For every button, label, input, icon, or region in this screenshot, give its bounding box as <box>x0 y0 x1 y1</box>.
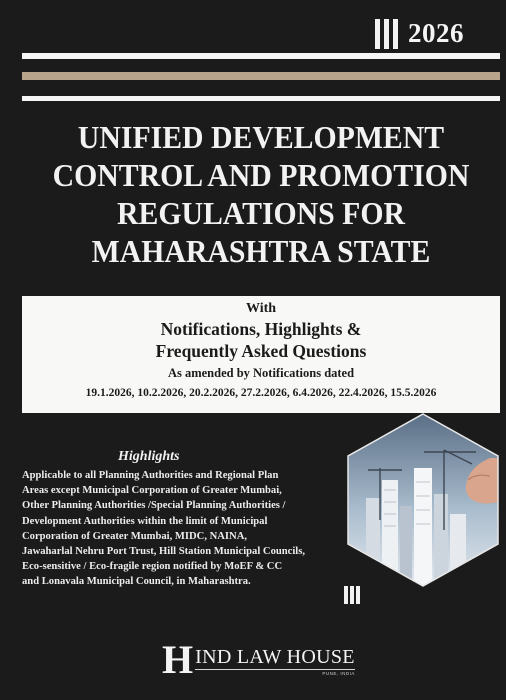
publisher-name: IND LAW HOUSE <box>195 646 355 668</box>
subtitle-box <box>22 296 500 413</box>
highlights-heading: Highlights <box>118 449 180 464</box>
highlight-line: Eco-sensitive / Eco-fragile region notified by MoEF & CC <box>22 561 283 573</box>
lower-white-rule <box>22 96 500 101</box>
title-line: CONTROL AND PROMOTION <box>52 157 470 193</box>
title-line: REGULATIONS FOR <box>116 195 405 231</box>
subtitle-line-1: Notifications, Highlights & <box>160 319 362 339</box>
highlight-line: Applicable to all Planning Authorities and Regional Plan <box>22 470 279 481</box>
highlight-line: Development Authorities within the limit of Municipal <box>22 515 268 527</box>
highlight-line: Areas except Municipal Corporation of Greater Mumbai, <box>22 485 282 497</box>
edition-year: 2026 <box>408 18 464 48</box>
tan-rule <box>22 72 500 80</box>
notification-dates: 19.1.2026, 10.2.2026, 20.2.2026, 27.2.2026, 6.4.2026, 22.4.2026, 15.5.2026 <box>85 387 437 399</box>
publisher-logo <box>162 636 362 680</box>
highlights-body <box>22 468 342 590</box>
publisher-underline <box>195 669 355 670</box>
highlight-line: Other Planning Authorities /Special Planning Authorities / <box>22 500 286 512</box>
city-hexagon-illustration <box>340 410 506 618</box>
publisher-city: PUNE, INDIA <box>322 671 355 676</box>
title-line: UNIFIED DEVELOPMENT <box>77 119 445 155</box>
publisher-initial: H <box>162 637 194 682</box>
highlight-line: Jawaharlal Nehru Port Trust, Hill Station Municipal Councils, <box>22 546 306 558</box>
top-white-rule <box>22 53 500 59</box>
highlight-line: Corporation of Greater Mumbai, MIDC, NAINA, <box>22 530 247 542</box>
highlight-line: and Lonavala Municipal Council, in Maharashtra. <box>22 576 251 588</box>
edition-badge <box>375 18 464 49</box>
amended-label: As amended by Notifications dated <box>167 366 355 380</box>
with-label: With <box>245 301 277 316</box>
title-line: MAHARASHTRA STATE <box>91 233 431 269</box>
subtitle-line-2: Frequently Asked Questions <box>155 341 367 361</box>
triple-bar-icon <box>375 19 398 49</box>
book-title <box>39 118 484 270</box>
publisher-text <box>195 647 355 676</box>
